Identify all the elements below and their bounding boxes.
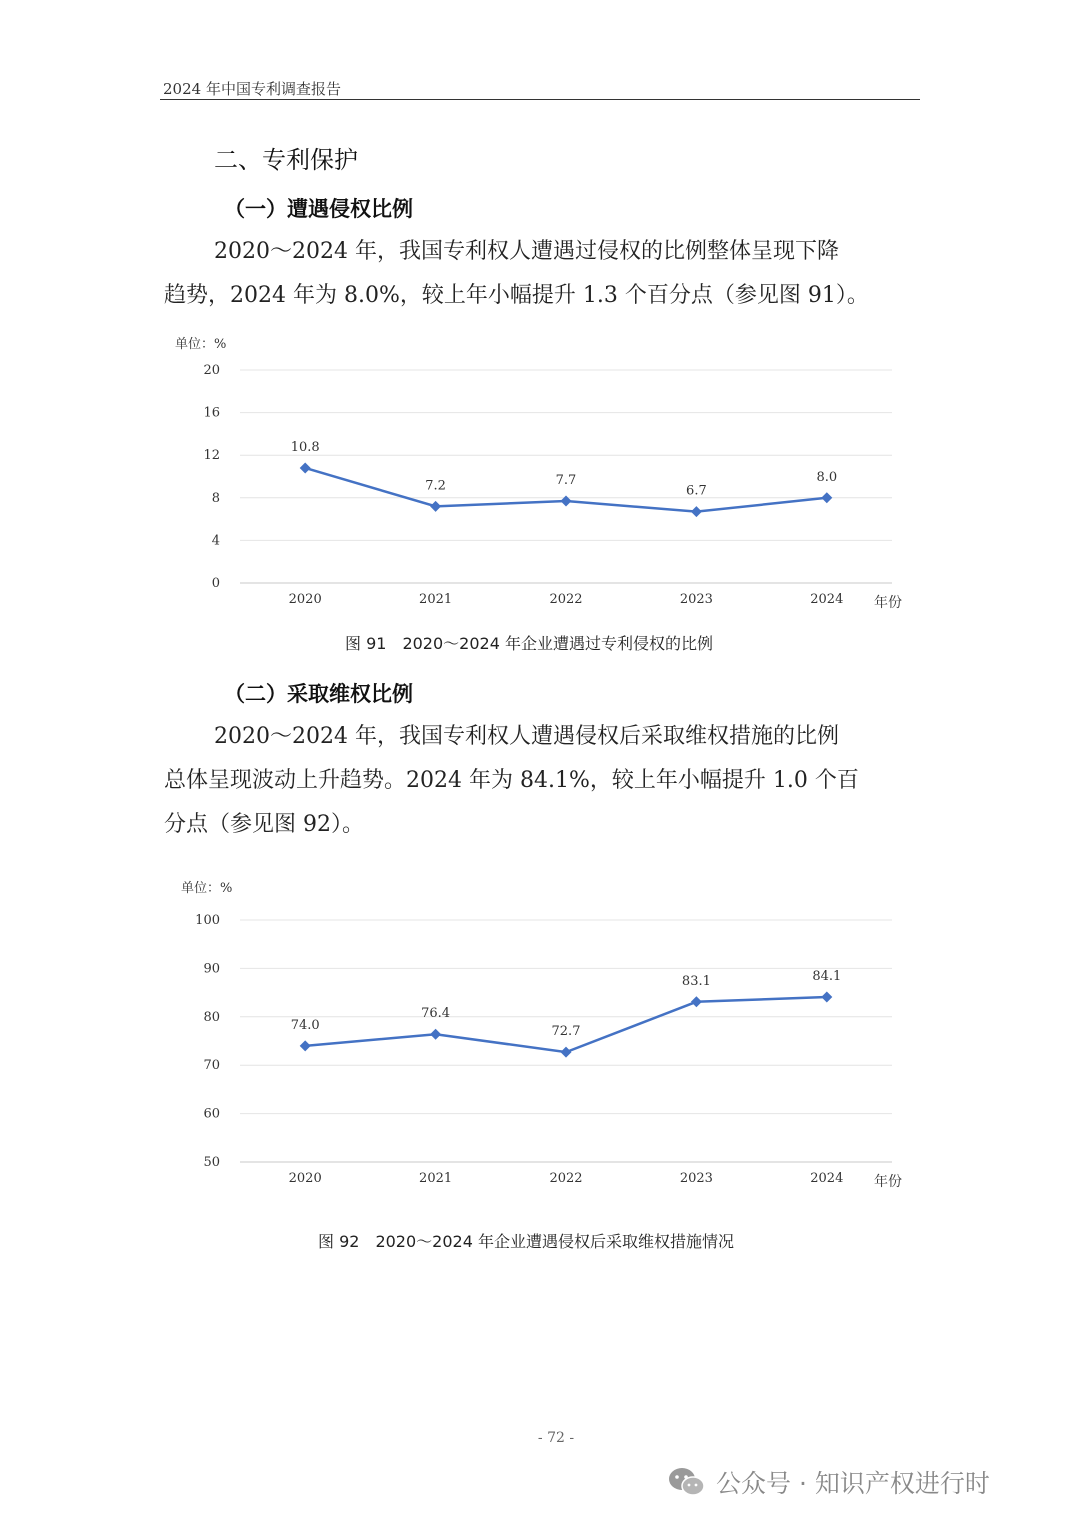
subsection-title-1: （一）遭遇侵权比例 [224,196,413,221]
data-label: 76.4 [421,1006,451,1022]
chart-infringement-ratio [160,328,920,618]
x-axis-title: 年份 [874,595,902,611]
data-point-marker [300,1040,311,1051]
watermark-text: 公众号 · 知识产权进行时 [716,1469,990,1498]
chart-enforcement-ratio [160,872,920,1202]
data-label: 74.0 [290,1017,320,1033]
chart-unit-label: 单位：% [181,881,233,896]
x-tick-label: 2024 [810,1171,844,1186]
x-tick-label: 2022 [549,1171,583,1186]
y-tick-label: 8 [211,490,220,506]
data-label: 84.1 [812,968,842,984]
subsection-title-2: （二）采取维权比例 [224,681,413,706]
paragraph-1-line-1: 2020～2024 年，我国专利权人遭遇过侵权的比例整体呈现下降 [214,239,839,264]
y-tick-label: 4 [211,533,220,549]
watermark [668,1464,990,1500]
data-point-marker [821,492,832,503]
report-header-title: 2024 年中国专利调查报告 [163,80,341,98]
x-tick-label: 2022 [549,592,583,607]
y-tick-label: 90 [203,961,220,977]
data-label: 7.7 [555,472,577,488]
y-tick-label: 100 [195,913,220,928]
paragraph-1-line-2: 趋势，2024 年为 8.0%，较上年小幅提升 1.3 个百分点（参见图 91）。 [164,283,869,308]
chart-1-caption: 图 91 2020～2024 年企业遭遇过专利侵权的比例 [345,634,713,653]
x-tick-label: 2020 [288,592,322,607]
data-label: 6.7 [686,483,707,499]
data-label: 8.0 [816,469,838,485]
y-tick-label: 16 [203,405,220,421]
x-tick-label: 2023 [679,1171,713,1186]
data-point-marker [300,462,311,473]
paragraph-2-line-3: 分点（参见图 92）。 [164,812,364,837]
y-tick-label: 12 [203,448,220,464]
page-number: - 72 - [537,1430,575,1446]
x-tick-label: 2023 [679,592,713,607]
y-tick-label: 80 [203,1009,220,1025]
data-point-marker [561,495,572,506]
x-tick-label: 2024 [810,592,844,607]
y-tick-label: 70 [203,1058,220,1074]
x-tick-label: 2020 [288,1171,322,1186]
y-tick-label: 20 [203,363,220,378]
x-tick-label: 2021 [419,592,453,607]
data-label: 72.7 [551,1024,581,1040]
chart-unit-label: 单位：% [175,337,227,352]
header-divider [160,99,920,100]
data-label: 7.2 [425,478,446,494]
data-label: 83.1 [681,973,711,989]
y-tick-label: 60 [203,1106,220,1122]
paragraph-2-line-1: 2020～2024 年，我国专利权人遭遇侵权后采取维权措施的比例 [214,724,839,749]
data-point-marker [691,506,702,517]
paragraph-2-line-2: 总体呈现波动上升趋势。2024 年为 84.1%，较上年小幅提升 1.0 个百 [164,768,859,793]
x-tick-label: 2021 [419,1171,453,1186]
data-point-marker [691,996,702,1007]
data-point-marker [821,991,832,1002]
data-label: 10.8 [290,439,320,455]
paragraph-2 [164,715,920,847]
wechat-icon [668,1466,706,1498]
section-title: 二、专利保护 [214,146,358,174]
y-tick-label: 0 [211,576,220,591]
data-point-marker [561,1047,572,1058]
x-axis-title: 年份 [874,1174,902,1190]
data-point-marker [430,501,441,512]
y-tick-label: 50 [203,1155,220,1170]
chart-2-caption: 图 92 2020～2024 年企业遭遇侵权后采取维权措施情况 [318,1232,734,1251]
data-point-marker [430,1029,441,1040]
paragraph-1 [164,230,920,318]
